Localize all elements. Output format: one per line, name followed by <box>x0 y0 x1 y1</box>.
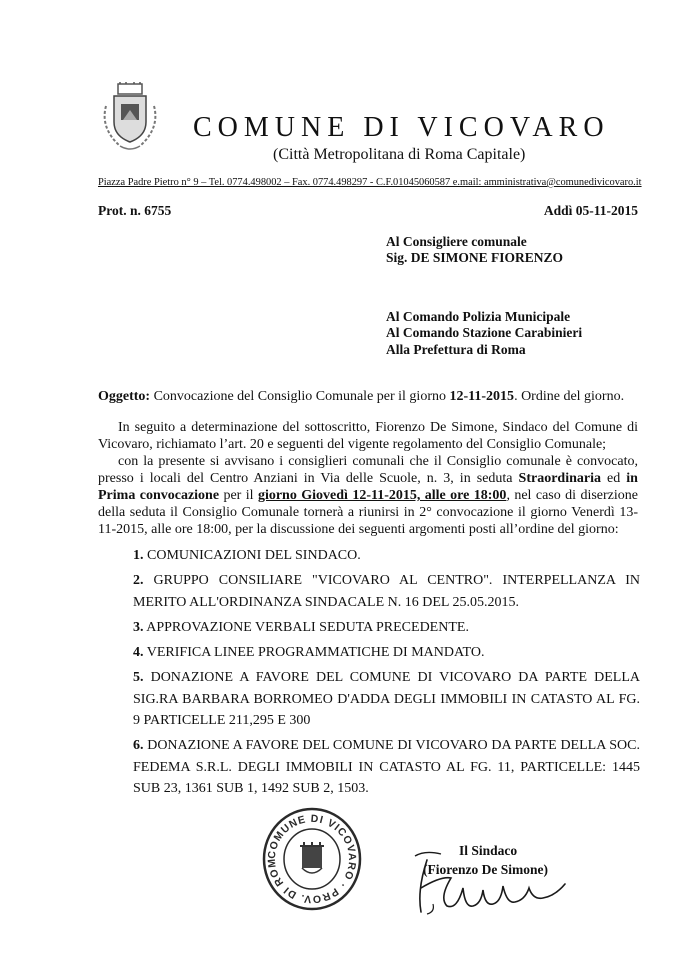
subject-label: Oggetto: <box>98 389 151 404</box>
agenda-item <box>133 667 640 731</box>
subject-date: 12-11-2015 <box>449 389 515 404</box>
svg-text:COMUNE DI VICOVARO · PROV. DI: COMUNE DI VICOVARO · PROV. DI ROM <box>265 812 359 906</box>
municipality-title: COMUNE DI VICOVARO <box>193 112 610 143</box>
agenda-item-number: 5. <box>133 670 144 686</box>
recipient-councillor-line: Al Consigliere comunale <box>386 234 527 249</box>
agenda-item-number: 2. <box>133 573 144 589</box>
document-date: Addì 05-11-2015 <box>543 203 638 218</box>
subject-text-b: . Ordine del giorno. <box>514 389 625 404</box>
agenda-item-text: APPROVAZIONE VERBALI SEDUTA PRECEDENTE. <box>143 619 469 635</box>
handwritten-signature <box>405 848 595 918</box>
body-paragraph-1: In seguito a determinazione del sottoscritto, Fiorenzo De Simone, Sindaco del Comune di Vicovaro, richiamato l’art. 20 e seguenti del vigente regolamento del Consiglio Comunale; <box>98 420 638 452</box>
body-p2-meeting-date: giorno Giovedì 12-11-2015, alle ore 18:00 <box>257 488 507 503</box>
agenda-list <box>133 545 640 803</box>
agenda-item-text: GRUPPO CONSILIARE "VICOVARO AL CENTRO". INTERPELLANZA IN MERITO ALL'ORDINANZA SINDACALE N. 16 DEL 25.05.2015. <box>133 573 640 610</box>
recipient-councillor-name: Sig. DE SIMONE FIORENZO <box>386 250 564 265</box>
agenda-item <box>133 617 640 638</box>
recipient-prefecture: Alla Prefettura di Roma <box>386 342 526 357</box>
agenda-item <box>133 735 640 799</box>
subject-line <box>98 389 624 405</box>
address-line: Piazza Padre Pietro n° 9 – Tel. 0774.498002 – Fax. 0774.498297 - C.F.01045060587 e.mail: amministrativa@comunedivicovaro.it <box>98 177 642 188</box>
protocol-number: Prot. n. 6755 <box>98 203 172 218</box>
body-p2-e: per il <box>219 488 258 503</box>
agenda-item-text: COMUNICAZIONI DEL SINDACO. <box>143 548 361 563</box>
signature-title: Il Sindaco <box>459 843 518 858</box>
agenda-item <box>133 570 640 613</box>
agenda-item-number: 1. <box>133 548 144 563</box>
body-p2-convocation: in Prima convocazione <box>98 471 638 503</box>
body-paragraphs <box>98 419 638 538</box>
agenda-item-text: DONAZIONE A FAVORE DEL COMUNE DI VICOVARO DA PARTE DELLA SOC. FEDEMA S.R.L. DEGLI IMMOBILI IN CATASTO AL FG. 11, PARTICELLE: 1445 SUB 23, 1361 SUB 1, 1492 SUB 2, 1503. <box>133 738 640 796</box>
agenda-item <box>133 545 640 566</box>
official-stamp <box>262 806 362 912</box>
agenda-item-number: 4. <box>133 645 144 661</box>
subject-text-a: Convocazione del Consiglio Comunale per il giorno <box>150 389 450 404</box>
signature-name: (Fiorenzo De Simone) <box>423 862 548 877</box>
agenda-item-number: 6. <box>133 738 144 754</box>
recipient-police: Al Comando Polizia Municipale <box>386 309 571 324</box>
recipient-carabinieri: Al Comando Stazione Carabinieri <box>386 325 583 340</box>
agenda-item <box>133 642 640 663</box>
body-p2-g: , nel caso di diserzione della seduta il Consiglio Comunale tornerà a riunirsi in 2° convocazione il giorno Venerdì 13-11-2015, alle ore 18:00, per la discussione dei seguenti argomenti posti all’ordine del giorno: <box>98 488 638 537</box>
coat-of-arms-logo <box>100 82 160 154</box>
body-p2-c: ed <box>601 471 627 486</box>
municipality-subtitle: (Città Metropolitana di Roma Capitale) <box>273 146 526 163</box>
body-p2-a: con la presente si avvisano i consiglieri comunali che il Consiglio comunale è convocato, presso i locali del Centro Anziani in Via delle Scuole, n. 3, in seduta <box>98 454 638 486</box>
body-p2-session-type: Straordinaria <box>518 471 601 486</box>
agenda-item-number: 3. <box>133 619 144 635</box>
body-paragraph-2 <box>98 453 638 538</box>
agenda-item-text: DONAZIONE A FAVORE DEL COMUNE DI VICOVARO DA PARTE DELLA SIG.RA BARBARA BORROMEO D'ADDA DEGLI IMMOBILI IN CATASTO AL FG. 9 PARTICELLE 211,295 E 300 <box>133 670 640 729</box>
agenda-item-text: VERIFICA LINEE PROGRAMMATICHE DI MANDATO. <box>143 645 485 661</box>
